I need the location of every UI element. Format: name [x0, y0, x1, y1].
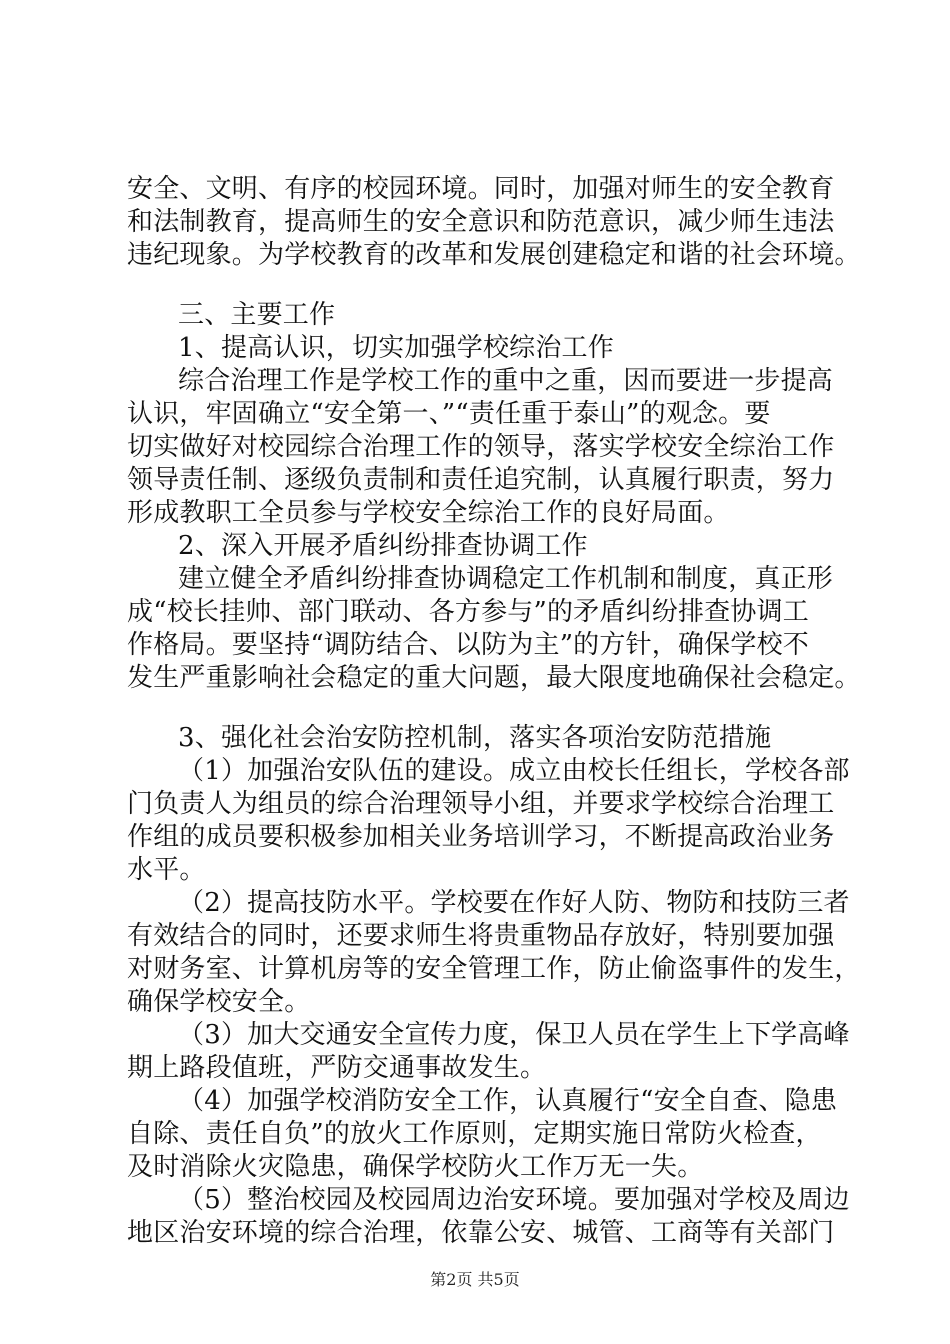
text-line-25: （3）加大交通安全宣传力度，保卫人员在学生上下学高峰 [178, 1020, 850, 1050]
text-line-10: 形成教职工全员参与学校安全综治工作的良好局面。 [127, 498, 730, 528]
subheading-3: 3、强化社会治安防控机制，落实各项治安防范措施 [178, 723, 772, 753]
subheading-1: 1、提高认识，切实加强学校综治工作 [178, 333, 614, 363]
text-line-30: （5）整治校园及校园周边治安环境。要加强对学校及周边 [178, 1185, 850, 1215]
text-line-26: 期上路段值班，严防交通事故发生。 [127, 1053, 547, 1083]
text-line-22: 有效结合的同时，还要求师生将贵重物品存放好，特别要加强 [127, 921, 835, 951]
text-line-23: 对财务室、计算机房等的安全管理工作，防止偷盗事件的发生， [127, 954, 861, 984]
text-line-31: 地区治安环境的综合治理，依靠公安、城管、工商等有关部门 [127, 1218, 835, 1248]
text-line-29: 及时消除火灾隐患，确保学校防火工作万无一失。 [127, 1152, 704, 1182]
section-heading: 三、主要工作 [178, 300, 336, 330]
text-line-27: （4）加强学校消防安全工作，认真履行“安全自查、隐患 [178, 1086, 838, 1116]
text-line-20: 水平。 [127, 855, 206, 885]
text-line-12: 建立健全矛盾纠纷排查协调稳定工作机制和制度，真正形 [178, 564, 834, 594]
text-line-2: 和法制教育，提高师生的安全意识和防范意识，减少师生违法 [127, 207, 835, 237]
text-line-13: 成“校长挂帅、部门联动、各方参与”的矛盾纠纷排查协调工 [127, 597, 809, 627]
text-line-1: 安全、文明、有序的校园环境。同时，加强对师生的安全教育 [127, 174, 835, 204]
text-line-17: （1）加强治安队伍的建设。成立由校长任组长，学校各部 [178, 756, 850, 786]
text-line-24: 确保学校安全。 [127, 987, 311, 1017]
text-line-21: （2）提高技防水平。学校要在作好人防、物防和技防三者 [178, 888, 850, 918]
text-line-9: 领导责任制、逐级负责制和责任追究制，认真履行职责，努力 [127, 465, 835, 495]
text-line-15: 发生严重影响社会稳定的重大问题，最大限度地确保社会稳定。 [127, 663, 861, 693]
text-line-14: 作格局。要坚持“调防结合、以防为主”的方针，确保学校不 [127, 630, 809, 660]
subheading-2: 2、深入开展矛盾纠纷排查协调工作 [178, 531, 588, 561]
text-line-28: 自除、责任自负”的放火工作原则，定期实施日常防火检查， [127, 1119, 822, 1149]
text-line-7: 认识，牢固确立“安全第一、”“责任重于泰山”的观念。要 [127, 399, 771, 429]
text-line-19: 作组的成员要积极参加相关业务培训学习，不断提高政治业务 [127, 822, 835, 852]
text-line-3: 违纪现象。为学校教育的改革和发展创建稳定和谐的社会环境。 [127, 240, 861, 270]
text-line-18: 门负责人为组员的综合治理领导小组，并要求学校综合治理工 [127, 789, 835, 819]
text-line-6: 综合治理工作是学校工作的重中之重，因而要进一步提高 [178, 366, 834, 396]
text-line-8: 切实做好对校园综合治理工作的领导，落实学校安全综治工作 [127, 432, 835, 462]
page-number-footer: 第2页 共5页 [430, 1270, 520, 1289]
